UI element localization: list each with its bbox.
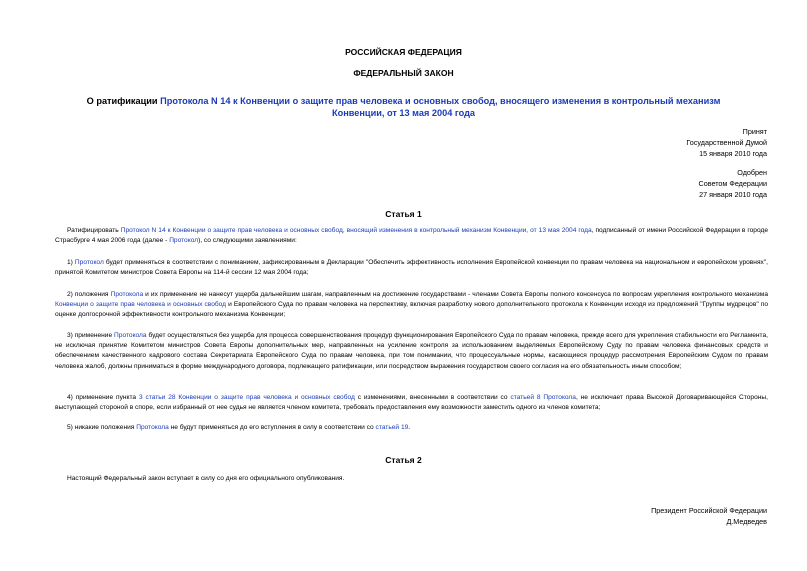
clause2-text-2: и их применение не нанесут ущерба дальнейшим шагам, направленным на достижение государствами - членами Совета Европы полного консенсуса по вопросам укрепления контрольного механизма (143, 291, 769, 298)
clause2-protocol-link[interactable]: Протокола (110, 291, 144, 298)
intro-text-1: Ратифицировать (67, 227, 121, 234)
clause4-text-1: 4) применение пункта (67, 394, 139, 401)
clause3-protocol-link[interactable]: Протокола (114, 332, 147, 339)
clause2-convention-link[interactable]: Конвенции о защите прав человека и основных свобод (55, 301, 227, 309)
article1-intro (55, 226, 768, 246)
title-prefix: О ратификации (86, 96, 161, 106)
clause5-article19-link[interactable]: статьей 19 (375, 424, 409, 431)
signature-position: Президент Российской Федерации (651, 506, 767, 515)
clause4-text-3: , не исключает права Высокой Договаривающейся Стороны, выступающей стороной в споре, если избранный от нее судья не является членом комитета, требовать предоставления ему возможности заместить одного из членов комитета; (55, 394, 768, 412)
clause1-text-2: будет применяться в соответствии с пониманием, зафиксированным в Декларации "Обеспечить эффективность исполнения Европейской конвенции по правам человека на национальном и европейском уровнях", принятой Комитетом министров Совета Европы на 114-й сессии 12 мая 2004 года; (55, 259, 768, 277)
clause2-text-1: 2) положения (67, 291, 111, 298)
clause-4 (55, 393, 768, 413)
approved-line3: 27 января 2010 года (699, 190, 767, 199)
clause4-article8-link[interactable]: статьей 8 Протокола (510, 394, 576, 401)
document-title (60, 95, 747, 119)
clause4-article28-link[interactable]: 3 статьи 28 Конвенции о защите прав человека и основных свобод (138, 394, 355, 401)
signature-block (567, 505, 767, 527)
intro-text-3: ), со следующими заявлениями: (198, 237, 297, 245)
clause5-text-3: . (408, 424, 411, 431)
article2-heading: Статья 2 (385, 455, 422, 465)
intro-text-2: , подписанный от имени Российской Федерации в городе Страсбурге 4 мая 2006 года (далее - (55, 227, 768, 245)
clause4-text-2: с изменениями, внесенными в соответствии со (354, 394, 511, 401)
article2-body: Настоящий Федеральный закон вступает в силу со дня его официального опубликования. (67, 475, 345, 482)
clause-5 (55, 423, 768, 433)
clause-2 (55, 290, 768, 321)
intro-protocol-link[interactable]: Протокол N 14 к Конвенции о защите прав человека и основных свобод, вносящий изменения в контрольный механизм Конвенции, от 13 мая 2004 года (120, 227, 592, 234)
clause1-text-1: 1) (67, 259, 75, 266)
clause2-text-3: и Европейского Суда по правам человека на перспективу, включая разработку нового дополнительного протокола к Конвенции исходя из предложений "Группы мудрецов" по оценке долгосрочной эффективности контрольного механизма Конвенции; (55, 301, 768, 319)
clause5-protocol-link[interactable]: Протокола (136, 424, 169, 431)
signature-name: Д.Медведев (726, 517, 767, 526)
intro-protocol-short-link[interactable]: Протокол (169, 237, 199, 245)
adopted-block (567, 126, 767, 159)
clause5-text-1: 5) никакие положения (67, 424, 137, 431)
clause-1 (55, 258, 768, 278)
clause3-text-1: 3) применение (67, 332, 115, 339)
adopted-line3: 15 января 2010 года (699, 149, 767, 158)
clause1-protocol-link[interactable]: Протокол (74, 259, 104, 266)
title-protocol-link[interactable]: Протокола N 14 к Конвенции о защите прав человека и основных свобод, вносящего изменения в контрольный механизм Конвенции, от 13 мая 2004 года (160, 96, 721, 118)
approved-line2: Советом Федерации (698, 179, 767, 188)
adopted-line1: Принят (742, 127, 767, 136)
doc-type-heading: ФЕДЕРАЛЬНЫЙ ЗАКОН (353, 68, 454, 78)
country-heading: РОССИЙСКАЯ ФЕДЕРАЦИЯ (345, 47, 462, 57)
article2-text (55, 474, 768, 484)
clause3-text-2: будет осуществляться без ущерба для процесса совершенствования процедур функционирования Европейского Суда по правам человека, прежде всего для укрепления стабильности его Регламента, не исключая принятие Комитетом министров Совета Европы дополнительных мер, направленных на усиление контроля за использованием выделяемых Европейскому Суду по правам человека финансовых средств и обеспечением качественного кадрового состава Секретариата Европейского Суда по правам человека, при том понимании, что процессуальные нормы, касающиеся процедур рассмотрения Европейским Судом по правам человека жалоб, должны приниматься в форме международного договора, подлежащего ратификации, или посредством выражения государством своего согласия на его обязательность иным способом; (55, 332, 768, 370)
adopted-line2: Государственной Думой (686, 138, 767, 147)
approved-block (567, 167, 767, 200)
clause5-text-2: не будут применяться до его вступления в силу в соответствии со (168, 424, 376, 431)
approved-line1: Одобрен (737, 168, 767, 177)
article1-heading: Статья 1 (385, 209, 422, 219)
clause-3 (55, 331, 768, 372)
